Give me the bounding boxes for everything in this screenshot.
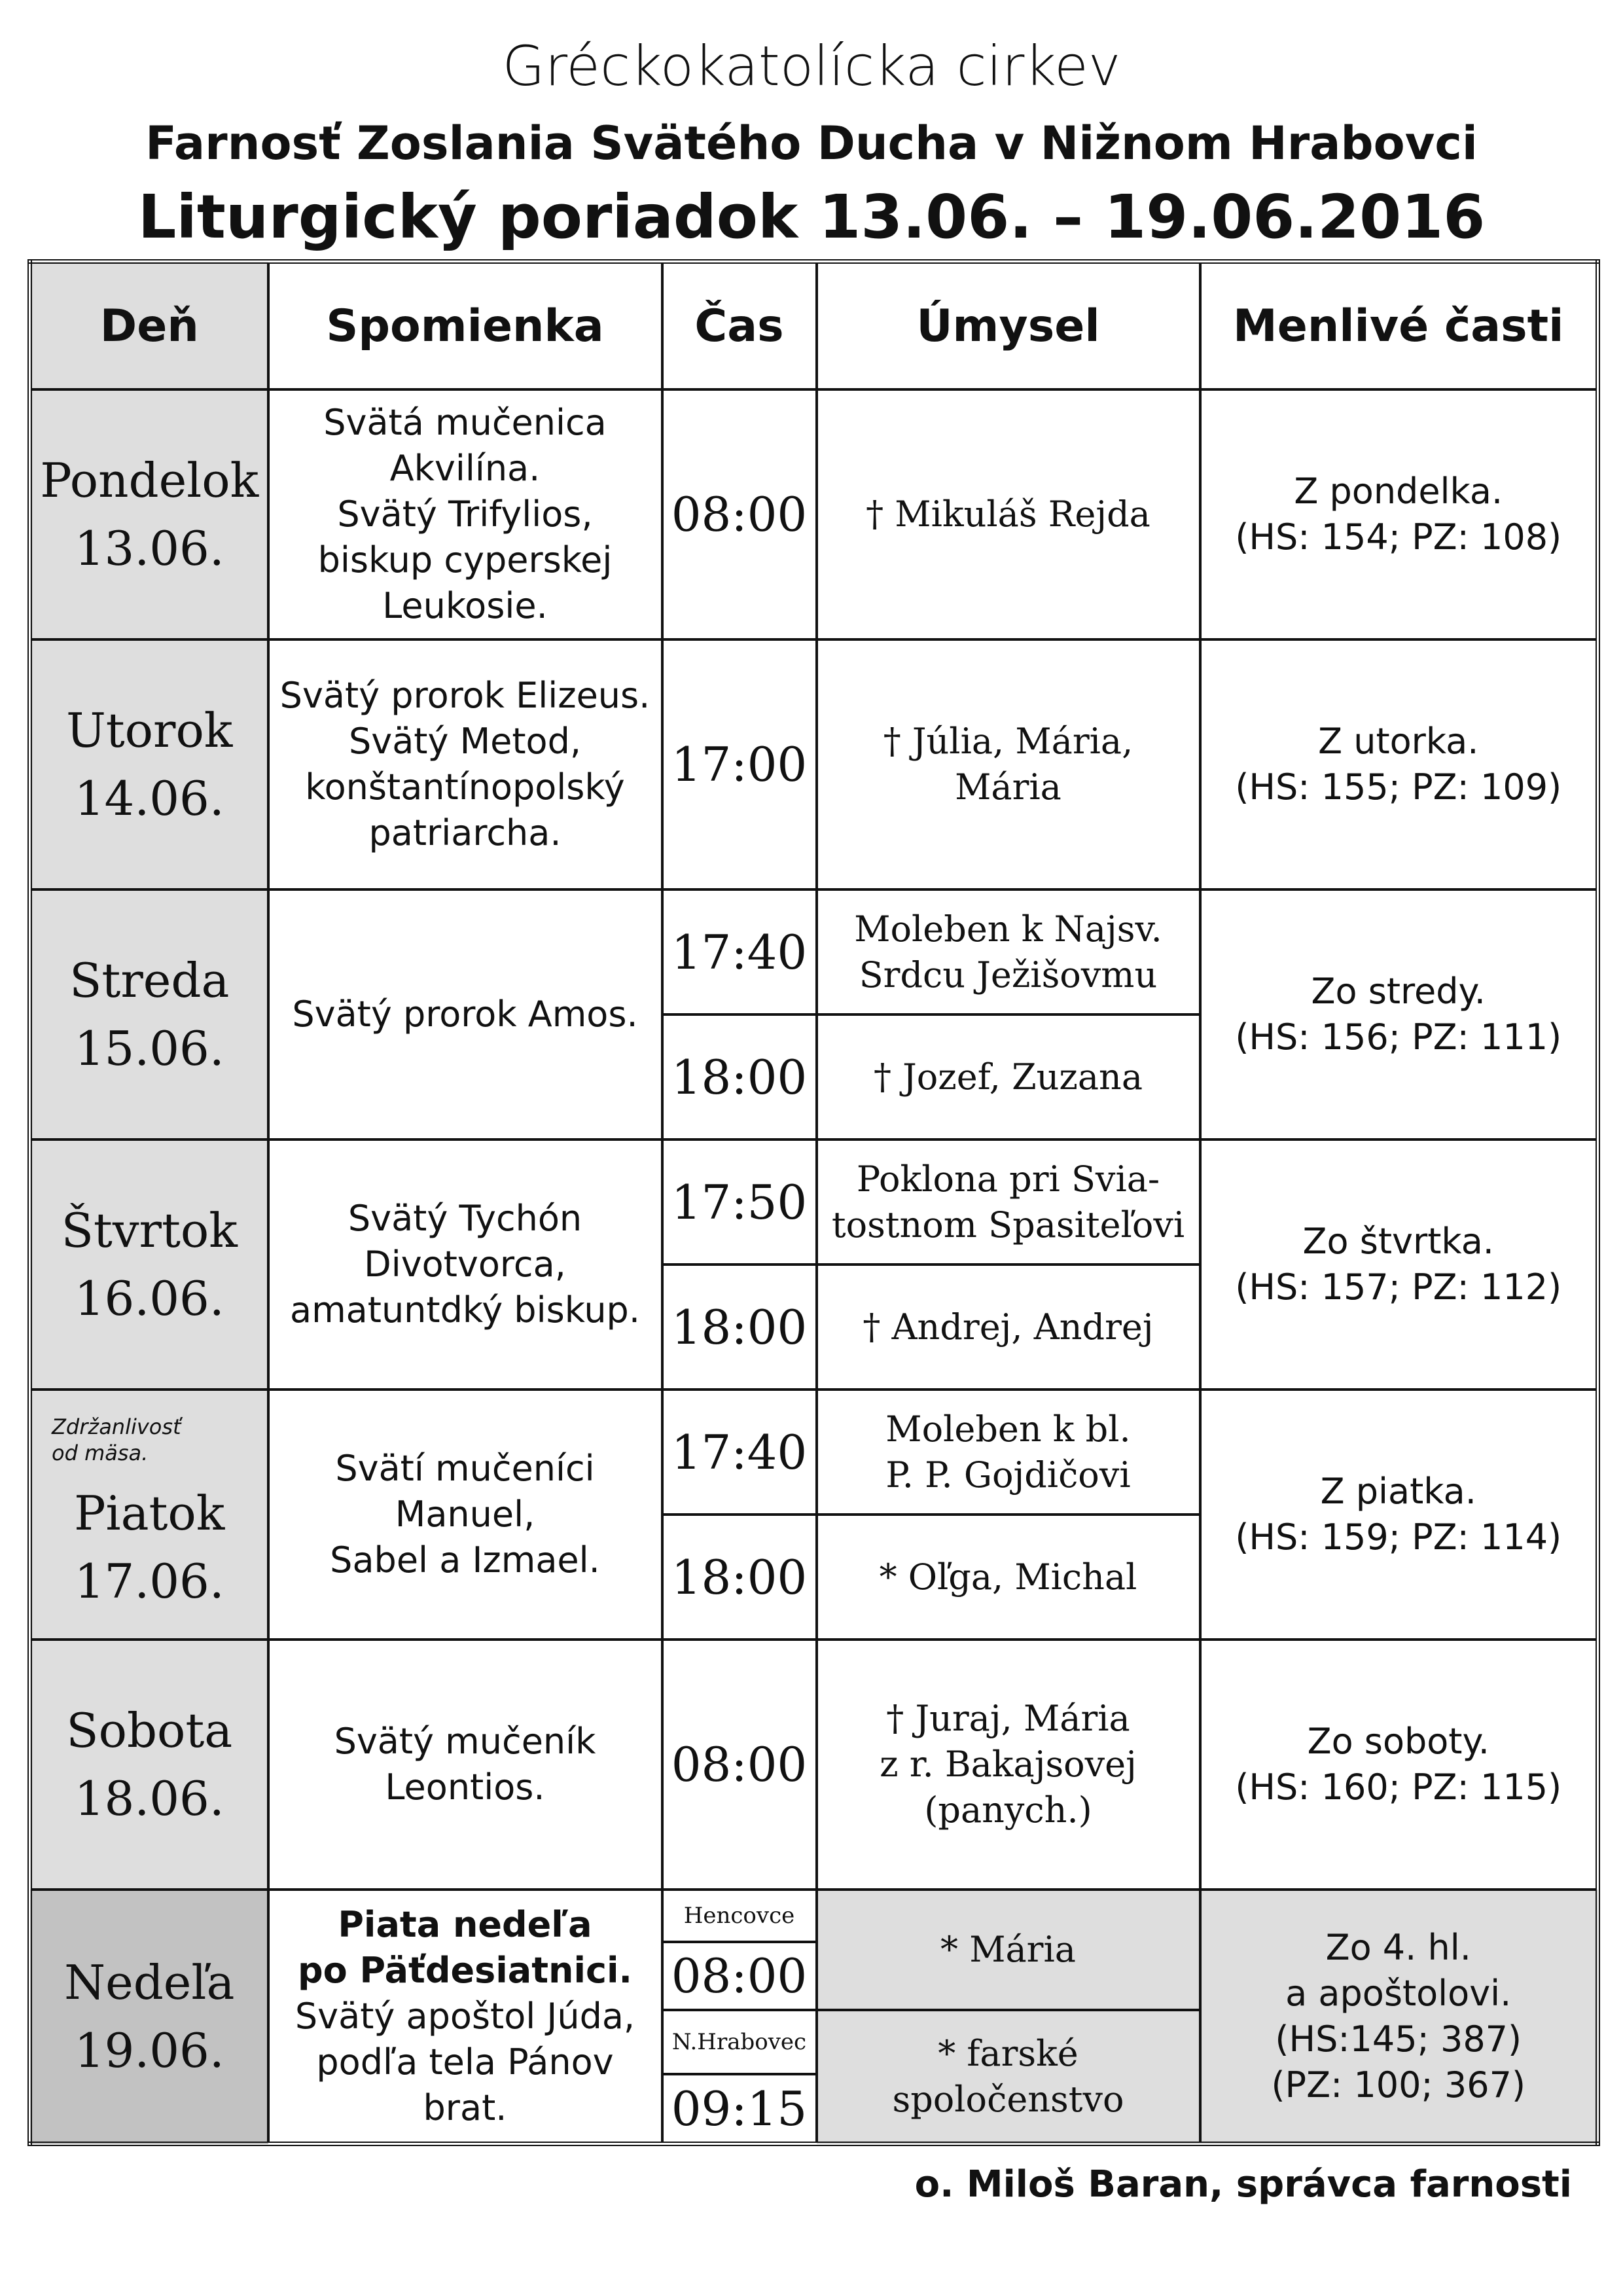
intention-line: Moleben k Najsv.	[854, 908, 1162, 950]
memory-line: Svätý prorok Elizeus.	[279, 675, 651, 716]
intention-line: * Oľga, Michal	[879, 1556, 1137, 1598]
fasting-note-line: Zdržanlivosť	[52, 1414, 181, 1439]
memory-line: Akvilína.	[389, 448, 541, 489]
day-name: Utorok	[66, 703, 233, 758]
fasting-note	[32, 1414, 267, 1466]
intention-cell	[817, 1390, 1200, 1515]
memory-line: Svätý Tychón	[348, 1198, 582, 1239]
memory-line: konštantínopolský	[305, 766, 625, 808]
day-name: Piatok	[74, 1486, 225, 1541]
day-date: 17.06.	[74, 1554, 224, 1609]
parts-line: (HS: 154; PZ: 108)	[1235, 516, 1562, 558]
memory-cell	[268, 1890, 662, 2144]
intention-line: (panych.)	[924, 1789, 1092, 1831]
memory-line: patriarcha.	[368, 812, 562, 853]
parts-line: (HS: 155; PZ: 109)	[1235, 766, 1562, 808]
column-header-day: Deň	[30, 262, 268, 390]
intention-line: † Mikuláš Rejda	[866, 493, 1150, 535]
parts-line: (HS: 157; PZ: 112)	[1235, 1266, 1562, 1308]
intention-line: P. P. Gojdičovi	[885, 1454, 1131, 1496]
intention-line: * farské	[938, 2032, 1079, 2074]
memory-line: brat.	[423, 2087, 507, 2128]
church-name: Gréckokatolícka cirkev	[502, 34, 1121, 98]
intention-cell	[817, 889, 1200, 1014]
parts-cell	[1200, 1890, 1598, 2144]
parts-cell	[1200, 639, 1598, 889]
intention-line: spoločenstvo	[892, 2078, 1124, 2120]
parts-cell	[1200, 889, 1598, 1139]
parts-cell	[1200, 389, 1598, 639]
memory-line: Divotvorca,	[364, 1244, 566, 1285]
day-date: 16.06.	[74, 1271, 224, 1326]
intention-cell	[817, 1265, 1200, 1390]
time-cell: 08:00	[662, 1942, 817, 2010]
day-date: 14.06.	[74, 771, 224, 826]
parts-cell	[1200, 1640, 1598, 1890]
time-cell: 09:15	[662, 2074, 817, 2144]
memory-line: Manuel,	[395, 1494, 535, 1535]
day-cell	[30, 639, 268, 889]
parts-line: (HS: 156; PZ: 111)	[1235, 1016, 1562, 1058]
memory-line: biskup cyperskej	[317, 539, 613, 581]
intention-cell	[817, 389, 1200, 639]
intention-cell	[817, 1890, 1200, 2010]
memory-line: Leukosie.	[382, 585, 548, 626]
memory-line-bold: Piata nedeľa	[338, 1903, 592, 1945]
time-cell: 08:00	[662, 1640, 817, 1890]
intention-line: * Mária	[940, 1929, 1076, 1971]
intention-line: Srdcu Ježišovmu	[859, 954, 1158, 996]
day-date: 19.06.	[74, 2022, 224, 2078]
column-header-time: Čas	[662, 262, 817, 390]
memory-line: Leontios.	[385, 1767, 545, 1808]
memory-line: Svätý Metod,	[348, 721, 582, 762]
table-row	[30, 1640, 1598, 1890]
memory-line: Sabel a Izmael.	[330, 1539, 600, 1581]
parts-line: (HS: 159; PZ: 114)	[1235, 1516, 1562, 1558]
parts-cell	[1200, 1390, 1598, 1640]
parts-line: (PZ: 100; 367)	[1271, 2064, 1526, 2106]
memory-line: Svätý Trifylios,	[337, 493, 593, 535]
place-cell: N.Hrabovec	[662, 2010, 817, 2074]
memory-line: Svätý apoštol Júda,	[294, 1995, 635, 2037]
parts-line: (HS: 160; PZ: 115)	[1235, 1767, 1562, 1808]
parts-line: Zo stredy.	[1311, 971, 1486, 1012]
time-cell: 17:40	[662, 889, 817, 1014]
intention-line: † Andrej, Andrej	[863, 1306, 1154, 1348]
parish-name: Farnosť Zoslania Svätého Ducha v Nižnom Hrabovci	[145, 117, 1478, 170]
fasting-note-line: od mäsa.	[52, 1441, 149, 1465]
intention-cell	[817, 1640, 1200, 1890]
table-row	[30, 389, 1598, 639]
day-name: Sobota	[66, 1703, 233, 1758]
day-date: 13.06.	[74, 521, 224, 576]
intention-line: Poklona pri Svia-	[856, 1158, 1160, 1200]
time-cell: 08:00	[662, 389, 817, 639]
day-cell	[30, 1390, 268, 1640]
schedule-title: Liturgický poriadok 13.06. – 19.06.2016	[137, 182, 1486, 252]
column-header-intention: Úmysel	[817, 262, 1200, 390]
table-row	[30, 1890, 1598, 1942]
intention-line: z r. Bakajsovej	[880, 1744, 1137, 1785]
memory-line: Svätá mučenica	[323, 402, 607, 443]
time-cell: 18:00	[662, 1265, 817, 1390]
day-name: Štvrtok	[61, 1203, 238, 1258]
table-row	[30, 1390, 1598, 1515]
day-date: 15.06.	[74, 1021, 224, 1076]
memory-line: podľa tela Pánov	[316, 2041, 614, 2083]
day-cell	[30, 1890, 268, 2144]
parts-line: Z pondelka.	[1294, 471, 1503, 512]
intention-line: Mária	[955, 766, 1061, 808]
intention-line: † Jozef, Zuzana	[873, 1056, 1143, 1098]
memory-line: Svätý mučeník	[334, 1721, 596, 1762]
table-header-row	[30, 262, 1598, 390]
table-row	[30, 1139, 1598, 1265]
intention-line: † Juraj, Mária	[886, 1698, 1130, 1739]
intention-cell	[817, 1014, 1200, 1139]
intention-cell	[817, 1515, 1200, 1640]
signature: o. Miloš Baran, správca farnosti	[914, 2163, 1572, 2206]
parts-line: Z utorka.	[1318, 721, 1479, 762]
day-name: Pondelok	[40, 453, 259, 508]
time-cell: 17:50	[662, 1139, 817, 1265]
memory-line: Svätý prorok Amos.	[292, 994, 638, 1035]
memory-cell	[268, 389, 662, 639]
intention-line: tostnom Spasiteľovi	[831, 1204, 1185, 1246]
intention-cell	[817, 1139, 1200, 1265]
memory-line: Svätí mučeníci	[335, 1448, 595, 1489]
time-cell: 18:00	[662, 1014, 817, 1139]
day-cell	[30, 1640, 268, 1890]
memory-cell	[268, 889, 662, 1139]
time-cell: 17:00	[662, 639, 817, 889]
place-cell: Hencovce	[662, 1890, 817, 1942]
parts-line: Zo soboty.	[1307, 1721, 1489, 1762]
intention-line: † Júlia, Mária,	[883, 721, 1133, 762]
day-name: Streda	[69, 953, 230, 1008]
day-name: Nedeľa	[64, 1954, 235, 2010]
day-cell	[30, 389, 268, 639]
column-header-memory: Spomienka	[268, 262, 662, 390]
parts-line: Zo 4. hl.	[1325, 1926, 1471, 1968]
day-cell	[30, 1139, 268, 1390]
time-cell: 17:40	[662, 1390, 817, 1515]
intention-cell	[817, 639, 1200, 889]
intention-cell	[817, 2010, 1200, 2144]
memory-cell	[268, 1640, 662, 1890]
memory-line: amatuntdký biskup.	[289, 1289, 641, 1331]
parts-line: a apoštolovi.	[1285, 1972, 1512, 2014]
parts-line: (HS:145; 387)	[1275, 2018, 1522, 2060]
day-date: 18.06.	[74, 1771, 224, 1826]
memory-cell	[268, 639, 662, 889]
memory-cell	[268, 1390, 662, 1640]
liturgical-schedule-table	[27, 259, 1600, 2146]
parts-cell	[1200, 1139, 1598, 1390]
table-row	[30, 889, 1598, 1014]
memory-line-bold: po Päťdesiatnici.	[297, 1949, 633, 1991]
column-header-parts: Menlivé časti	[1200, 262, 1598, 390]
parts-line: Zo štvrtka.	[1302, 1221, 1494, 1262]
intention-line: Moleben k bl.	[885, 1408, 1131, 1450]
parts-line: Z piatka.	[1320, 1471, 1476, 1512]
time-cell: 18:00	[662, 1515, 817, 1640]
memory-cell	[268, 1139, 662, 1390]
day-cell	[30, 889, 268, 1139]
table-row	[30, 639, 1598, 889]
